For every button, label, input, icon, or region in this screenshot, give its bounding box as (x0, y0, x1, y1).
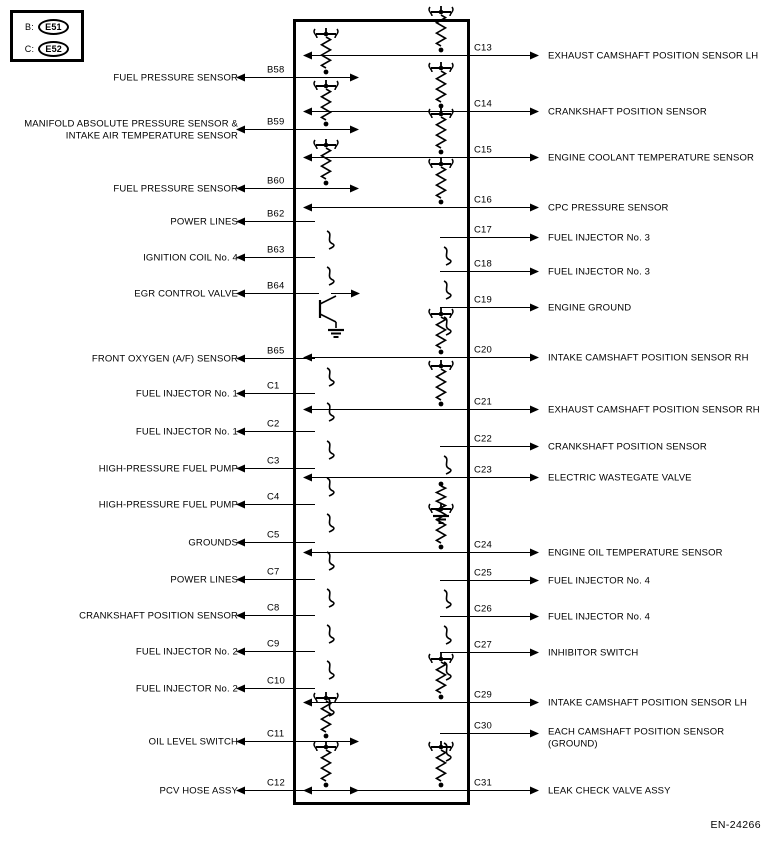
symbol-holder-B60 (303, 135, 349, 195)
right-terminal-C15: C15 (474, 144, 493, 156)
inbox-arrow-B60 (350, 185, 359, 193)
left-label-B59 (0, 119, 238, 142)
left-wire-C5 (244, 542, 293, 543)
left-terminal-B63: B63 (267, 244, 285, 256)
legend-connector-e52: E52 (38, 41, 69, 57)
left-terminal-B65: B65 (267, 345, 285, 357)
right-label-C17: FUEL INJECTOR No. 3 (548, 232, 651, 244)
left-label-C8: CRANKSHAFT POSITION SENSOR (79, 610, 238, 622)
right-terminal-C27: C27 (474, 639, 493, 651)
right-terminal-C19: C19 (474, 294, 493, 306)
right-label-C20: INTAKE CAMSHAFT POSITION SENSOR RH (548, 352, 749, 364)
left-wire-C2 (244, 431, 293, 432)
left-label-C3: HIGH-PRESSURE FUEL PUMP (98, 463, 238, 475)
right-wire-C23 (470, 477, 538, 478)
left-terminal-B64: B64 (267, 280, 285, 292)
right-label-C15: ENGINE COOLANT TEMPERATURE SENSOR (548, 152, 755, 164)
inbox-arrow-C24 (303, 549, 312, 557)
inbox-arrow-C23 (303, 474, 312, 482)
left-terminal-C5: C5 (267, 529, 280, 541)
right-arrowhead-C26 (530, 613, 539, 621)
left-label-C7: POWER LINES (170, 574, 238, 586)
symbol-holder-C24 (418, 499, 464, 559)
left-label-C10: FUEL INJECTOR No. 2 (135, 683, 238, 695)
right-label-C21: EXHAUST CAMSHAFT POSITION SENSOR RH (548, 404, 760, 416)
right-terminal-C24: C24 (474, 539, 493, 551)
left-wire-C1 (244, 393, 293, 394)
left-terminal-C7: C7 (267, 566, 280, 578)
right-arrowhead-C16 (530, 204, 539, 212)
right-terminal-C23: C23 (474, 464, 493, 476)
right-wire-C30 (470, 733, 538, 734)
left-terminal-C9: C9 (267, 638, 280, 650)
left-label-B63: IGNITION COIL No. 4 (143, 252, 238, 264)
symbol-pullup-resistor-out (303, 135, 349, 195)
symbol-holder-C13 (418, 2, 464, 62)
right-arrowhead-C31 (530, 787, 539, 795)
left-wire-C8 (244, 615, 293, 616)
inbox-arrow-B58 (350, 74, 359, 82)
symbol-holder-C16 (418, 154, 464, 214)
symbol-pullup-resistor-in (418, 154, 464, 214)
label-line: MANIFOLD ABSOLUTE PRESSURE SENSOR & (24, 118, 238, 130)
right-arrowhead-C17 (530, 234, 539, 242)
right-wire-C27 (470, 652, 538, 653)
symbol-pullup-resistor-in (418, 499, 464, 559)
left-wire-C7 (244, 579, 293, 580)
symbol-holder-B63 (307, 230, 353, 290)
right-arrowhead-C29 (530, 699, 539, 707)
label-line: INTAKE AIR TEMPERATURE SENSOR (65, 130, 238, 141)
right-wire-C24 (470, 552, 538, 553)
left-wire-C12 (244, 790, 293, 791)
right-label-C24: ENGINE OIL TEMPERATURE SENSOR (548, 547, 723, 559)
right-label-C14: CRANKSHAFT POSITION SENSOR (548, 106, 707, 118)
left-label-C9: FUEL INJECTOR No. 2 (135, 646, 238, 658)
right-terminal-C25: C25 (474, 567, 493, 579)
symbol-pullup-resistor-in (418, 649, 464, 709)
right-arrowhead-C20 (530, 354, 539, 362)
right-terminal-C17: C17 (474, 224, 493, 236)
right-label-C19: ENGINE GROUND (548, 302, 632, 314)
right-terminal-C13: C13 (474, 42, 493, 54)
inbox-arrow-C29 (303, 699, 312, 707)
left-wire-C4 (244, 504, 293, 505)
right-terminal-C16: C16 (474, 194, 493, 206)
right-label-C18: FUEL INJECTOR No. 3 (548, 266, 651, 278)
left-wire-C3 (244, 468, 293, 469)
left-label-B58: FUEL PRESSURE SENSOR (113, 72, 238, 84)
symbol-pullup-resistor-in (418, 2, 464, 62)
right-label-C31: LEAK CHECK VALVE ASSY (548, 785, 671, 797)
right-wire-C16 (470, 207, 538, 208)
left-terminal-C4: C4 (267, 491, 280, 503)
inbox-arrow-C13 (303, 52, 312, 60)
symbol-holder-C29 (418, 649, 464, 709)
legend-row-c (13, 39, 81, 59)
right-label-C29: INTAKE CAMSHAFT POSITION SENSOR LH (548, 697, 748, 709)
left-wire-B65 (244, 358, 293, 359)
left-terminal-B59: B59 (267, 116, 285, 128)
left-terminal-C10: C10 (267, 675, 286, 687)
right-label-C25: FUEL INJECTOR No. 4 (548, 575, 651, 587)
symbol-holder-C22 (424, 419, 470, 479)
label-line: (GROUND) (548, 738, 598, 749)
right-terminal-C14: C14 (474, 98, 493, 110)
right-arrowhead-C14 (530, 108, 539, 116)
left-label-C2: FUEL INJECTOR No. 1 (135, 426, 238, 438)
right-arrowhead-C13 (530, 52, 539, 60)
symbol-holder-C21 (418, 356, 464, 416)
left-wire-B62 (244, 221, 293, 222)
left-terminal-C8: C8 (267, 602, 280, 614)
left-label-C4: HIGH-PRESSURE FUEL PUMP (98, 499, 238, 511)
inbox-arrow-C15 (303, 154, 312, 162)
right-wire-C20 (470, 357, 538, 358)
legend-key-c: C: (24, 44, 35, 54)
right-wire-C19 (470, 307, 538, 308)
right-label-C26: FUEL INJECTOR No. 4 (548, 611, 651, 623)
left-wire-B58 (244, 77, 293, 78)
right-arrowhead-C15 (530, 154, 539, 162)
right-arrowhead-C25 (530, 577, 539, 585)
right-wire-C14 (470, 111, 538, 112)
left-terminal-C11: C11 (267, 728, 285, 740)
left-wire-C10 (244, 688, 293, 689)
left-wire-B60 (244, 188, 293, 189)
symbol-holder-B59 (303, 76, 349, 136)
symbol-holder-C31 (418, 737, 464, 797)
right-wire-C26 (470, 616, 538, 617)
right-wire-C17 (470, 237, 538, 238)
right-label-C22: CRANKSHAFT POSITION SENSOR (548, 441, 707, 453)
left-wire-C9 (244, 651, 293, 652)
inbox-arrow-C11 (350, 738, 359, 746)
diagram-reference-code: EN-24266 (710, 819, 761, 831)
left-terminal-B62: B62 (267, 208, 285, 220)
left-label-B65: FRONT OXYGEN (A/F) SENSOR (91, 353, 238, 365)
inbox-arrow-C20 (303, 354, 312, 362)
connector-legend-box (10, 10, 84, 62)
symbol-wiggle (307, 230, 353, 290)
left-wire-B63 (244, 257, 293, 258)
right-arrowhead-C30 (530, 730, 539, 738)
right-wire-C21 (470, 409, 538, 410)
right-arrowhead-C21 (530, 406, 539, 414)
right-terminal-C20: C20 (474, 344, 493, 356)
right-wire-C15 (470, 157, 538, 158)
inbox-arrow-C14 (303, 108, 312, 116)
symbol-wiggle (424, 419, 470, 479)
right-wire-C13 (470, 55, 538, 56)
inbox-arrow-B59 (350, 126, 359, 134)
left-label-C11: OIL LEVEL SWITCH (148, 736, 238, 748)
left-wire-C11 (244, 741, 293, 742)
left-terminal-B60: B60 (267, 175, 285, 187)
right-arrowhead-C24 (530, 549, 539, 557)
left-wire-B59 (244, 129, 293, 130)
right-terminal-C29: C29 (474, 689, 493, 701)
right-wire-C31 (470, 790, 538, 791)
inbox-arrow-C21 (303, 406, 312, 414)
right-terminal-C30: C30 (474, 720, 493, 732)
inbox-wire2-B64 (331, 293, 353, 294)
legend-connector-e51: E51 (38, 19, 69, 35)
right-terminal-C31: C31 (474, 777, 493, 789)
right-label-C13: EXHAUST CAMSHAFT POSITION SENSOR LH (548, 50, 759, 62)
right-arrowhead-C22 (530, 443, 539, 451)
right-label-C16: CPC PRESSURE SENSOR (548, 202, 669, 214)
right-wire-C18 (470, 271, 538, 272)
left-terminal-C12: C12 (267, 777, 286, 789)
right-arrowhead-C27 (530, 649, 539, 657)
right-label-C23: ELECTRIC WASTEGATE VALVE (548, 472, 692, 484)
right-wire-C29 (470, 702, 538, 703)
left-label-C1: FUEL INJECTOR No. 1 (135, 388, 238, 400)
right-wire-C25 (470, 580, 538, 581)
inbox-arrow-C16 (303, 204, 312, 212)
left-terminal-B58: B58 (267, 64, 285, 76)
left-terminal-C2: C2 (267, 418, 280, 430)
right-label-C30 (548, 727, 758, 750)
right-label-C27: INHIBITOR SWITCH (548, 647, 639, 659)
legend-key-b: B: (25, 22, 34, 32)
left-label-B60: FUEL PRESSURE SENSOR (113, 183, 238, 195)
symbol-pullup-resistor-in (418, 737, 464, 797)
right-arrowhead-C18 (530, 268, 539, 276)
left-label-C5: GROUNDS (188, 537, 238, 549)
label-line: EACH CAMSHAFT POSITION SENSOR (548, 726, 725, 738)
right-arrowhead-C23 (530, 474, 539, 482)
symbol-pullup-resistor-out (303, 76, 349, 136)
inbox-arrow-C31 (303, 787, 312, 795)
symbol-holder-C20 (418, 304, 464, 364)
left-wire-B64 (244, 293, 293, 294)
left-terminal-C3: C3 (267, 455, 280, 467)
legend-row-b (13, 17, 81, 37)
right-terminal-C21: C21 (474, 396, 493, 408)
left-label-C12: PCV HOSE ASSY (159, 785, 238, 797)
left-terminal-C1: C1 (267, 380, 280, 392)
symbol-pullup-resistor-in (418, 356, 464, 416)
symbol-pullup-resistor-in (418, 304, 464, 364)
right-wire-C22 (470, 446, 538, 447)
right-terminal-C18: C18 (474, 258, 493, 270)
right-terminal-C22: C22 (474, 433, 493, 445)
right-arrowhead-C19 (530, 304, 539, 312)
left-label-B62: POWER LINES (170, 216, 238, 228)
right-terminal-C26: C26 (474, 603, 493, 615)
left-label-B64: EGR CONTROL VALVE (134, 288, 238, 300)
